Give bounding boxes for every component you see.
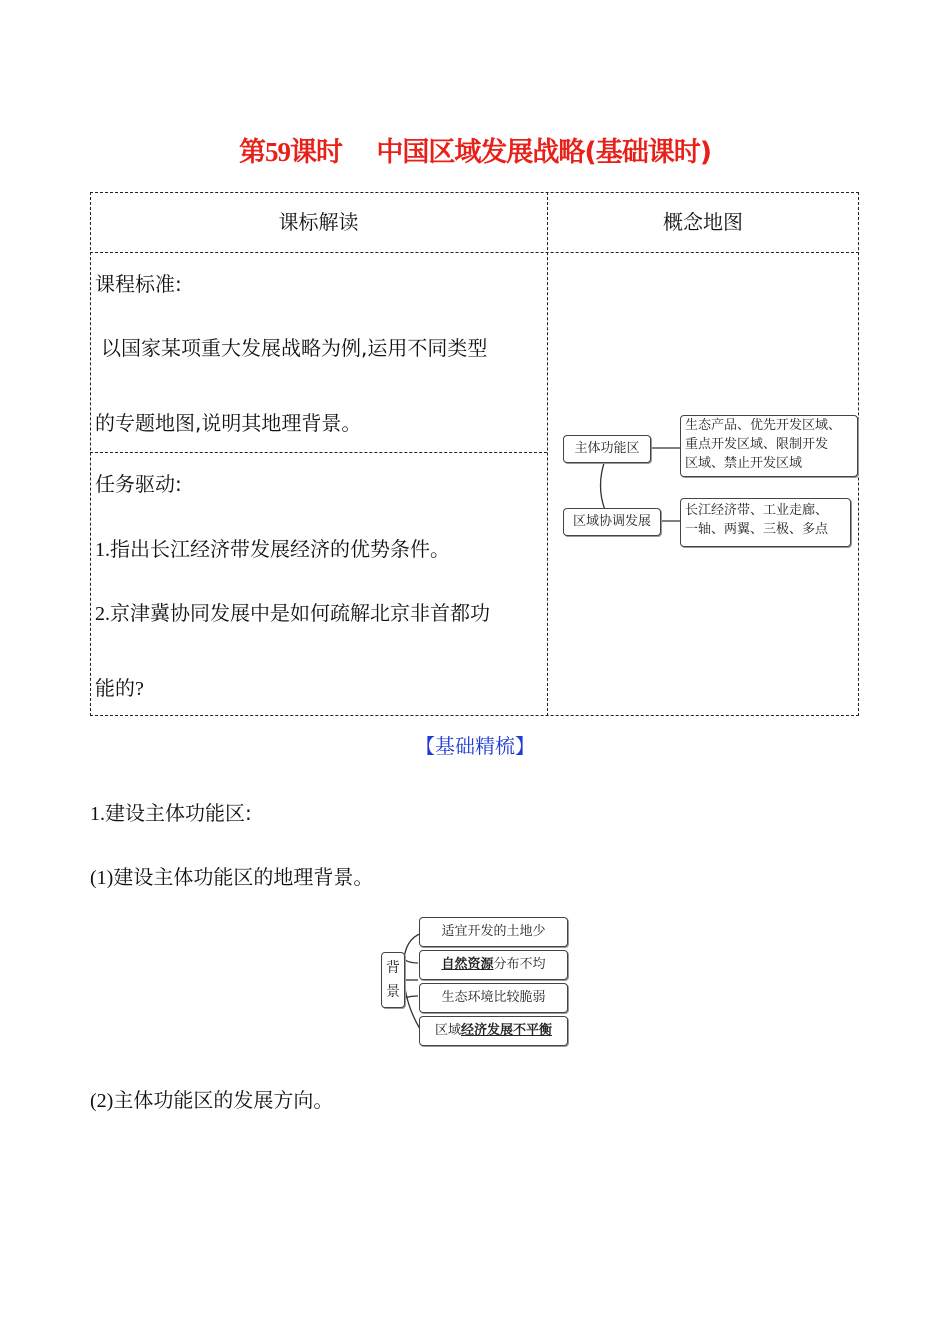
background-root-char-2: 景 [386,984,400,1000]
point-1-1-number: (1) [90,867,114,889]
concept-detail-region [680,498,851,547]
point-1-1 [90,861,373,890]
concept-detail-main [680,415,858,477]
concept-node-region-label: 区域协调发展 [572,514,651,529]
background-item-2-text: 分布不均 [493,957,546,972]
concept-detail-region-line-2: 一轴、两翼、三极、多点 [685,522,829,537]
header-curriculum: 课标解读 [278,210,359,234]
background-item-4-prefix: 区域 [434,1023,461,1038]
point-1-number: 1. [90,803,105,825]
concept-node-regional-coordination [563,508,661,536]
background-link-2 [405,960,418,963]
standard-line-1: 以国家某项重大发展战略为例,运用不同类型 [101,336,488,360]
point-1-1-text: 建设主体功能区的地理背景。 [113,865,374,889]
point-1-2 [90,1084,333,1113]
background-item-1 [419,917,568,947]
task-1-text: 指出长江经济带发展经济的优势条件。 [110,537,450,561]
concept-detail-main-line-1: 生态产品、优先开发区域、 [685,418,842,433]
title-prefix: 第 [238,137,265,168]
concept-detail-main-line-3: 区域、禁止开发区域 [685,456,803,471]
task-2-number: 2. [95,603,110,625]
point-1-2-number: (2) [90,1090,114,1112]
header-concept-map: 概念地图 [663,210,743,234]
background-item-4-keyword: 经济发展不平衡 [461,1023,553,1038]
concept-node-main-label: 主体功能区 [574,441,640,456]
section-heading-basics: 【基础精梳】 [415,734,535,758]
background-item-2 [419,950,568,980]
task-2-text: 京津冀协同发展中是如何疏解北京非首都功 [110,601,490,625]
point-1-text: 建设主体功能区: [105,801,252,825]
title-rest: 课时 中国区域发展战略(基础课时) [289,137,712,168]
background-item-1-text: 适宜开发的土地少 [441,924,546,939]
background-item-3-text: 生态环境比较脆弱 [441,990,546,1005]
background-item-3 [419,983,568,1013]
task-1-number: 1. [95,539,110,561]
point-1-2-text: 主体功能区的发展方向。 [113,1088,334,1112]
background-item-2-keyword: 自然资源 [441,957,494,972]
task-2-question-mark: ? [135,678,144,700]
background-bracket [404,933,422,1029]
standard-line-2: 的专题地图,说明其地理背景。 [95,411,362,435]
title-number: 59 [264,137,290,167]
concept-detail-main-line-2: 重点开发区域、限制开发 [685,437,829,452]
concept-node-main-function-zone [563,435,651,463]
task-label: 任务驱动: [95,472,182,496]
background-item-4 [419,1016,568,1046]
concept-map-bracket [601,460,606,510]
background-root-char-1: 背 [386,960,400,976]
standard-label: 课程标准: [95,272,182,296]
point-1 [90,797,252,826]
concept-detail-region-line-1: 长江经济带、工业走廊、 [685,503,829,518]
task-2-line-2-text: 能的 [95,676,135,700]
background-root-node [381,952,405,1008]
